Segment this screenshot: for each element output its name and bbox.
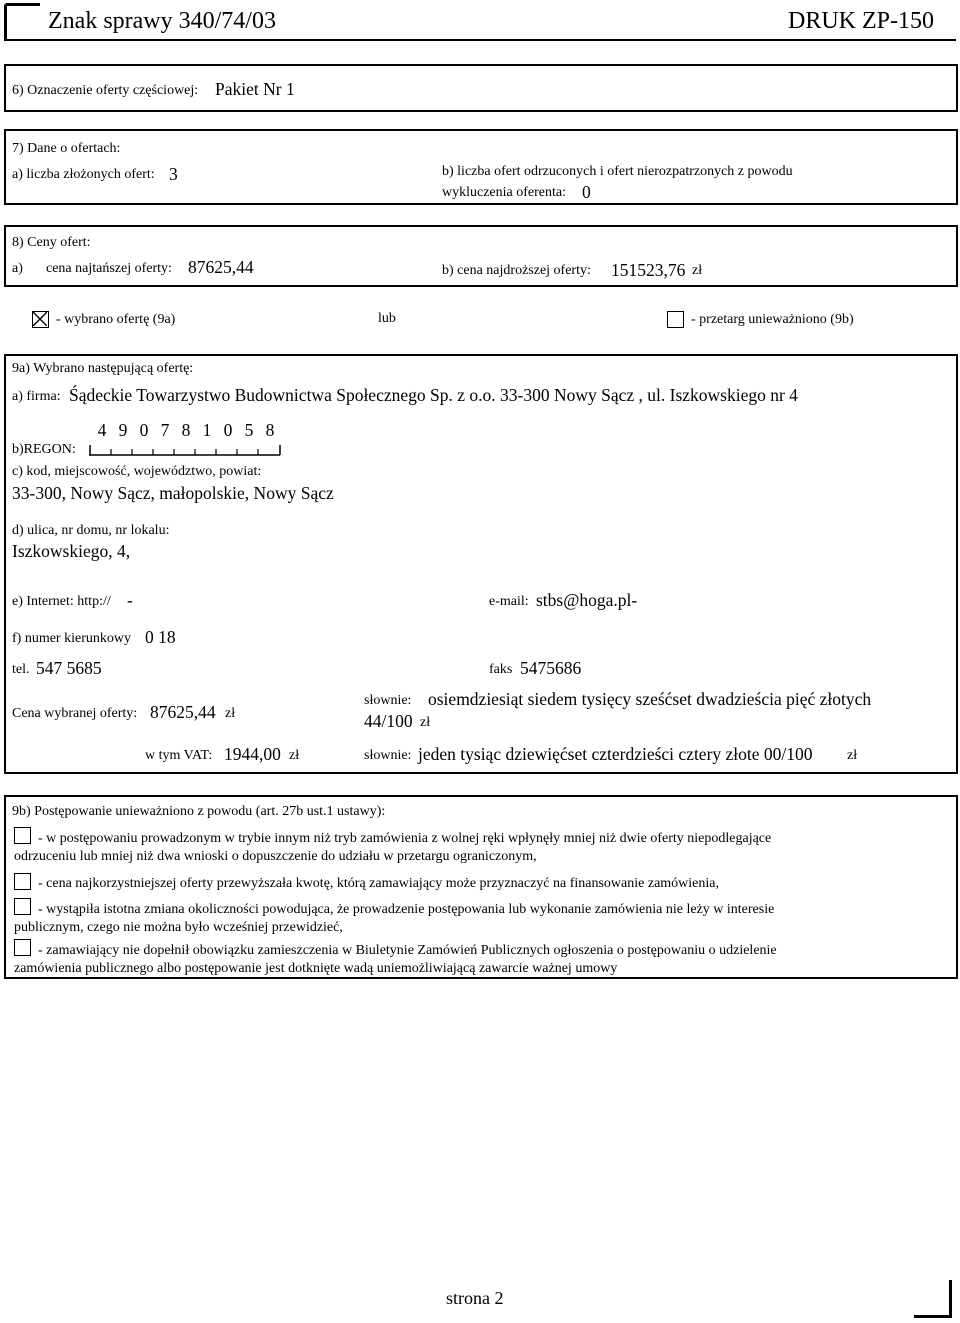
cancelled-label: - przetarg unieważniono (9b)	[691, 312, 854, 327]
chosen-offer-checkbox[interactable]	[32, 311, 49, 328]
section-offers-data	[4, 129, 958, 205]
fax-label: faks	[489, 662, 513, 677]
section-cancellation	[4, 795, 958, 979]
regon-digit: 4	[97, 420, 107, 440]
reason-line: publicznym, czego nie można było wcześniej przewidzieć,	[14, 920, 343, 935]
regon-digit: 0	[223, 420, 233, 440]
vat-words-label: słownie:	[364, 748, 412, 763]
partial-offer-label: 6) Oznaczenie oferty częściowej:	[12, 83, 199, 98]
cancellation-reason-4	[14, 942, 950, 978]
vat-unit: zł	[289, 748, 300, 763]
address-label: c) kod, miejscowość, województwo, powiat:	[12, 464, 262, 479]
reason-line: - zamawiający nie dopełnił obowiązku zamieszczenia w Biuletynie Zamówień Publicznych ogłoszenia o postępowaniu o udzielenie	[38, 943, 777, 958]
page-number: strona 2	[446, 1288, 504, 1308]
cancellation-reason-3	[14, 901, 950, 937]
street-label: d) ulica, nr domu, nr lokalu:	[12, 523, 170, 538]
price-words-label: słownie:	[364, 693, 412, 708]
firm-value: Śądeckie Towarzystwo Budownictwa Społecznego Sp. z o.o. 33-300 Nowy Sącz , ul. Iszkowskiego nr 4	[69, 385, 798, 405]
regon-label: b)REGON:	[12, 442, 76, 457]
header-rule	[4, 39, 956, 41]
reason-line: - wystąpiła istotna zmiana okoliczności powodująca, że prowadzenie postępowania lub wykonanie zamówienia nie leży w interesie	[38, 902, 775, 917]
offers-submitted-label: a) liczba złożonych ofert:	[12, 167, 155, 182]
tel-value: 547 5685	[36, 658, 102, 678]
vat-words-unit: zł	[847, 748, 858, 763]
internet-label: e) Internet: http://	[12, 594, 111, 609]
price-words-unit: zł	[420, 715, 431, 730]
corner-mark-bottom-right	[914, 1280, 952, 1318]
cheapest-prefix: a)	[12, 261, 23, 276]
offers-submitted-value: 3	[169, 164, 178, 184]
regon-digit: 7	[160, 420, 170, 440]
street-value: Iszkowskiego, 4,	[12, 541, 131, 561]
regon-digit: 8	[265, 420, 275, 440]
regon-digit: 1	[202, 420, 212, 440]
offers-rejected-label-line2: wykluczenia oferenta:	[442, 185, 566, 200]
cheapest-value: 87625,44	[188, 257, 254, 277]
vat-value: 1944,00	[224, 744, 281, 764]
internet-value: -	[127, 590, 133, 610]
expensive-unit: zł	[692, 263, 703, 278]
reason-line: zamówienia publicznego albo postępowanie jest dotknięte wadą uniemożliwiającą zawarcie ważnej umowy	[14, 961, 618, 976]
area-code-value: 0 18	[145, 627, 176, 647]
email-label: e-mail:	[489, 594, 529, 609]
area-code-label: f) numer kierunkowy	[12, 631, 131, 646]
regon-digit: 9	[118, 420, 128, 440]
checked-x-icon	[33, 312, 47, 326]
vat-label: w tym VAT:	[145, 748, 213, 763]
section-partial-offer	[4, 64, 958, 112]
email-value: stbs@hoga.pl-	[536, 590, 638, 610]
price-unit: zł	[225, 706, 236, 721]
expensive-label: b) cena najdroższej oferty:	[442, 263, 591, 278]
partial-offer-value: Pakiet Nr 1	[215, 79, 295, 99]
price-words-line1: osiemdziesiąt siedem tysięcy sześćset dwadzieścia pięć złotych	[428, 689, 872, 709]
offers-data-title: 7) Dane o ofertach:	[12, 141, 121, 156]
form-code: DRUK ZP-150	[787, 8, 934, 34]
reason-line: - cena najkorzystniejszej oferty przewyższała kwotę, którą zamawiający może przyznaczyć na finansowanie zamówienia,	[38, 876, 719, 891]
offers-rejected-label-line1: b) liczba ofert odrzuconych i ofert nierozpatrzonych z powodu	[442, 164, 793, 179]
cheapest-label: cena najtańszej oferty:	[46, 261, 172, 276]
or-label: lub	[378, 311, 396, 326]
cancellation-reason-1	[14, 830, 950, 866]
price-words-line2: 44/100	[364, 711, 413, 731]
section-offer-prices	[4, 225, 958, 287]
fax-value: 5475686	[520, 658, 582, 678]
regon-digit: 0	[139, 420, 149, 440]
cancelled-checkbox[interactable]	[667, 311, 684, 328]
corner-mark-top-left	[4, 3, 40, 39]
offers-rejected-value: 0	[582, 182, 591, 202]
tel-label: tel.	[12, 662, 30, 677]
vat-words: jeden tysiąc dziewięćset czterdzieści cztery złote 00/100	[418, 744, 813, 764]
expensive-value: 151523,76	[611, 260, 686, 280]
firm-label: a) firma:	[12, 389, 61, 404]
reason-line: - w postępowaniu prowadzonym w trybie innym niż tryb zamówienia z wolnej ręki wpłynęły mniej niż dwie oferty niepodlegające	[38, 831, 772, 846]
case-number: Znak sprawy 340/74/03	[48, 8, 276, 34]
selected-offer-title: 9a) Wybrano następującą ofertę:	[12, 361, 194, 376]
address-value: 33-300, Nowy Sącz, małopolskie, Nowy Sącz	[12, 483, 334, 503]
offer-prices-title: 8) Ceny ofert:	[12, 235, 91, 250]
price-value: 87625,44	[150, 702, 216, 722]
reason-line: odrzuceniu lub mniej niż dwa wnioski o dopuszczenie do udziału w przetargu ograniczonym,	[14, 849, 537, 864]
section-selected-offer	[4, 354, 958, 774]
cancellation-title: 9b) Postępowanie unieważniono z powodu (art. 27b ust.1 ustawy):	[12, 804, 386, 819]
regon-digit: 5	[244, 420, 254, 440]
regon-field	[89, 420, 281, 458]
price-label: Cena wybranej oferty:	[12, 706, 138, 721]
regon-digit: 8	[181, 420, 191, 440]
chosen-offer-label: - wybrano ofertę (9a)	[56, 312, 176, 327]
cancellation-reason-2	[14, 875, 950, 893]
